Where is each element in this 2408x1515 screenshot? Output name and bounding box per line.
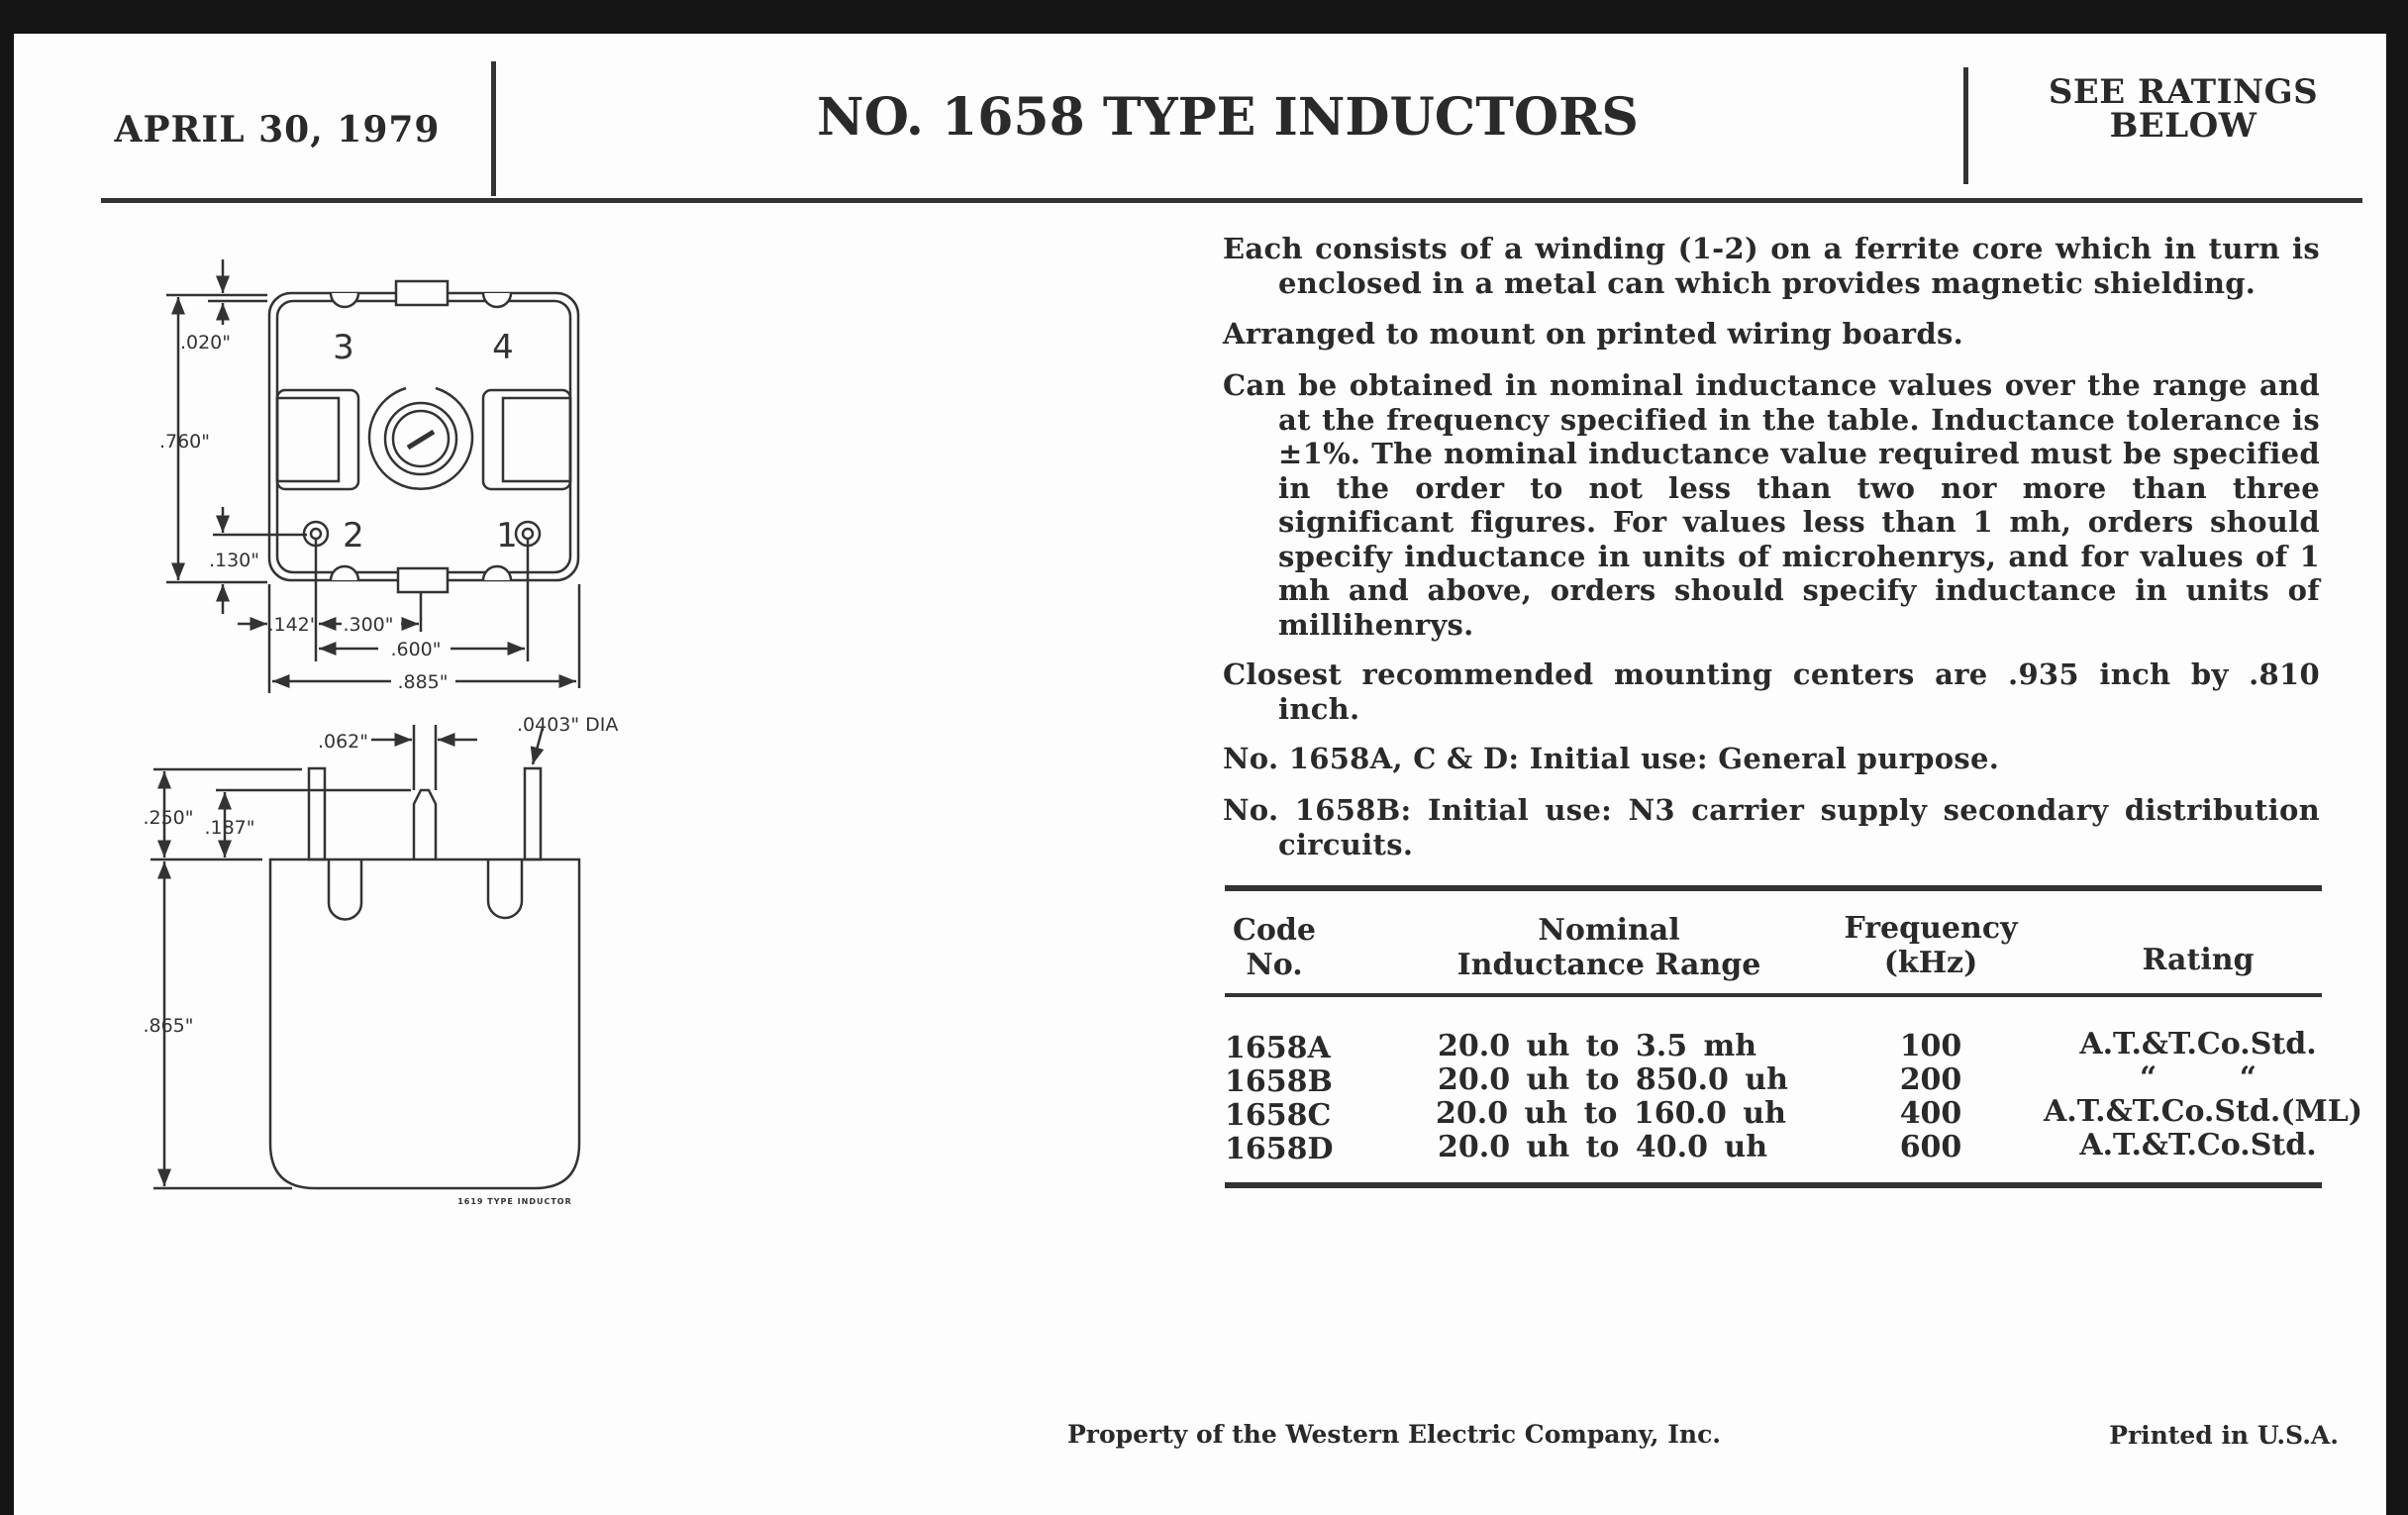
- cell-range: 20.0 uh to 850.0 uh: [1438, 1062, 1788, 1097]
- terminal-1-label: 1: [496, 516, 518, 556]
- cell-code: 1658C: [1225, 1098, 1332, 1133]
- cell-rating: “ “: [2139, 1060, 2258, 1095]
- header-code-line1: Code: [1233, 913, 1316, 948]
- header-rating: Rating: [2142, 943, 2255, 977]
- lead-middle: [414, 790, 436, 859]
- dim-885: .885": [397, 671, 449, 693]
- description-use-b: No. 1658B: Initial use: N3 carrier supply secondary distribution circuits.: [1223, 793, 2320, 861]
- dim-600: .600": [390, 639, 442, 660]
- dim-130: .130": [208, 550, 259, 571]
- dim-760: .760": [158, 431, 210, 453]
- cell-code: 1658D: [1225, 1132, 1334, 1166]
- drawing-caption: 1619 TYPE INDUCTOR: [457, 1197, 572, 1206]
- side-view: [150, 725, 579, 1188]
- bottom-tab: [398, 568, 448, 592]
- description-inductance: Can be obtained in nominal inductance values over the range and at the frequency specified in the table. Inductance tolerance is ±1%. The nominal inductance value required must be specified in the order to not less than two nor more than three significant figures. For values less than 1 mh, orders should specify inductance in units of microhenrys, and for values of 1 mh and above, orders should specify inductance in units of millihenrys.: [1223, 368, 2320, 642]
- description-mounting: Arranged to mount on printed wiring boards.: [1223, 317, 1963, 351]
- description-winding: Each consists of a winding (1-2) on a ferrite core which in turn is enclosed in a metal can which provides magnetic shielding.: [1223, 232, 2320, 300]
- ratings-note-line1: SEE RATINGS: [2048, 72, 2319, 112]
- cell-range: 20.0 uh to 3.5 mh: [1438, 1029, 1757, 1063]
- can-body: [270, 859, 579, 1188]
- dim-250: .250": [143, 807, 194, 829]
- window-right: [483, 390, 570, 489]
- top-tab: [396, 281, 448, 305]
- lead-left: [309, 768, 325, 859]
- slug-slot: [408, 432, 434, 448]
- page-title: NO. 1658 TYPE INDUCTORS: [817, 87, 1639, 148]
- notch-2: [331, 566, 358, 580]
- window-left: [277, 390, 358, 489]
- cell-frequency: 200: [1899, 1062, 1962, 1097]
- slot-right: [488, 859, 522, 918]
- cell-frequency: 400: [1899, 1096, 1962, 1131]
- issue-date: APRIL 30, 1979: [114, 109, 441, 151]
- notch-3: [331, 293, 358, 307]
- lead-right: [525, 768, 541, 859]
- header-range-line2: Inductance Range: [1456, 948, 1761, 982]
- cell-code: 1658A: [1225, 1031, 1331, 1065]
- dim-0403-dia: .0403" DIA: [517, 714, 619, 736]
- cell-range: 20.0 uh to 160.0 uh: [1436, 1096, 1786, 1131]
- header-range-line1: Nominal: [1538, 913, 1680, 948]
- notch-1: [483, 566, 511, 580]
- cell-code: 1658B: [1225, 1064, 1333, 1099]
- slot-left: [329, 859, 361, 920]
- description-centers: Closest recommended mounting centers are .935 inch by .810 inch.: [1223, 657, 2320, 726]
- header-code-line2: No.: [1246, 948, 1303, 982]
- pin-1-center: [523, 529, 533, 539]
- dim-187: .187": [204, 817, 255, 839]
- ratings-note-line2: BELOW: [2109, 106, 2258, 146]
- terminal-2-label: 2: [343, 516, 364, 556]
- description-use-acd: No. 1658A, C & D: Initial use: General purpose.: [1223, 742, 2000, 775]
- dim-865: .865": [143, 1015, 194, 1037]
- property-notice: Property of the Western Electric Company, Inc.: [1067, 1420, 1722, 1449]
- dim-062: .062": [317, 731, 368, 753]
- top-view-labels: [159, 328, 518, 693]
- cell-rating: A.T.&T.Co.Std.: [2079, 1027, 2317, 1061]
- window-left-inner: [277, 398, 339, 481]
- printed-notice: Printed in U.S.A.: [2109, 1421, 2339, 1450]
- window-right-inner: [503, 398, 570, 481]
- side-view-labels: [143, 714, 618, 1206]
- header-frequency-line1: Frequency: [1844, 911, 2018, 946]
- dim-300: .300": [343, 614, 394, 636]
- pin-2-center: [311, 529, 321, 539]
- terminal-4-label: 4: [492, 328, 514, 367]
- cell-range: 20.0 uh to 40.0 uh: [1438, 1130, 1768, 1164]
- cell-frequency: 100: [1899, 1029, 1962, 1063]
- cell-rating: A.T.&T.Co.Std.: [2079, 1128, 2317, 1162]
- cell-frequency: 600: [1899, 1130, 1962, 1164]
- cell-rating: A.T.&T.Co.Std.(ML): [2043, 1094, 2363, 1129]
- terminal-3-label: 3: [333, 328, 354, 367]
- notch-4: [483, 293, 511, 307]
- header-frequency-line2: (kHz): [1883, 946, 1978, 980]
- dim-020: .020": [179, 332, 231, 354]
- dim-142: .142": [267, 614, 319, 636]
